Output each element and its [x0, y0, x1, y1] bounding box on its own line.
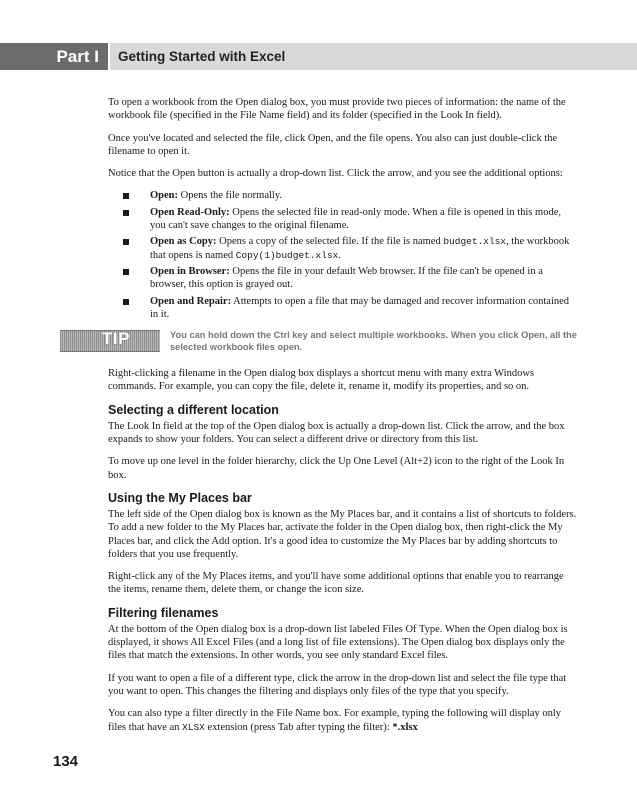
- option-description: Opens the selected file in read-only mode. When a file is opened in this mode, you can't save changes to the original filename.: [150, 206, 561, 232]
- paragraph-text: extension (press Tab after typing the filter):: [204, 721, 393, 733]
- option-term: Open as Copy:: [150, 236, 217, 248]
- filter-example: *.xlsx: [392, 721, 418, 733]
- bullet-icon: [123, 299, 129, 305]
- option-term: Open in Browser:: [150, 265, 230, 277]
- option-term: Open:: [150, 190, 179, 202]
- chapter-title-bar: [110, 43, 637, 70]
- bullet-icon: [123, 269, 129, 275]
- bullet-icon: [123, 193, 129, 199]
- section-heading: Selecting a different location: [108, 402, 279, 417]
- paragraph: Notice that the Open button is actually a drop-down list. Click the arrow, and you see the additional options:: [108, 168, 563, 180]
- option-description: Opens the file in your default Web browser. If the file can't be opened in a browser, this option is grayed out.: [150, 265, 543, 291]
- list-item: [150, 235, 578, 262]
- option-term: Open Read-Only:: [150, 206, 230, 218]
- part-label: Part I: [56, 47, 99, 66]
- option-description: Attempts to open a file that may be damaged and recover information contained in it.: [150, 295, 570, 320]
- option-description: , the workbook that opens is named: [150, 236, 570, 261]
- code-filename: Copy(1)budget.xlsx: [235, 249, 339, 261]
- paragraph: Right-click any of the My Places items, and you'll have some additional options that enable you to rearrange the items, rename them, delete them, or change the icon size.: [108, 571, 564, 596]
- tip-text: You can hold down the Ctrl key and select multiple workbooks. When you click Open, all the selected workbook files open.: [170, 330, 577, 353]
- option-description: .: [338, 249, 341, 261]
- list-item: [150, 295, 578, 322]
- page-body: [102, 96, 578, 743]
- paragraph: At the bottom of the Open dialog box is a drop-down list labeled Files Of Type. When the Open dialog box is displayed, it shows All Excel Files (and a long list of file extensions). The Open dialog box displays only the files that match the extensions. In other words, you see only standard Excel files.: [108, 623, 568, 662]
- section-heading: Using the My Places bar: [108, 490, 252, 505]
- paragraph: If you want to open a file of a different type, click the arrow in the drop-down list and select the file type that you want to open. This changes the filtering and displays only files of the type that you specify.: [108, 672, 567, 697]
- paragraph-text: You can also type a filter directly in the File Name box. For example, typing the following will display only files that have an: [108, 708, 561, 733]
- list-item: [150, 189, 578, 202]
- part-label-box: [0, 43, 108, 70]
- paragraph: [108, 707, 578, 734]
- running-header: [0, 43, 637, 70]
- paragraph: The Look In field at the top of the Open dialog box is actually a drop-down list. Click the arrow, and the box expands to show your folders. You can select a different drive or directory from this list.: [108, 420, 565, 446]
- list-item: [150, 265, 578, 292]
- option-term: Open and Repair:: [150, 295, 232, 307]
- paragraph: To open a workbook from the Open dialog box, you must provide two pieces of information: the name of the workbook file (specified in the File Name field) and its folder (specified in the Look In field).: [108, 97, 566, 122]
- bullet-icon: [123, 210, 129, 216]
- open-options-list: [108, 189, 578, 321]
- paragraph: Once you've located and selected the file, click Open, and the file opens. You also can just double-click the filename to open it.: [108, 132, 558, 157]
- paragraph: To move up one level in the folder hierarchy, click the Up One Level (Alt+2) icon to the right of the Look In box.: [108, 456, 565, 481]
- code-extension: XLSX: [182, 721, 205, 733]
- code-filename: budget.xlsx: [443, 236, 507, 248]
- section-heading: Filtering filenames: [108, 605, 219, 620]
- option-description: Opens the file normally.: [178, 190, 283, 202]
- paragraph: Right-clicking a filename in the Open dialog box displays a shortcut menu with many extra Windows commands. For example, you can copy the file, delete it, rename it, modify its properties, and so on.: [108, 368, 535, 393]
- paragraph: The left side of the Open dialog box is known as the My Places bar, and it contains a list of shortcuts to folders. To add a new folder to the My Places bar, activate the folder in the Open dialog box, then right-click the My Places bar, and click the Add option. It's a good idea to customize the My Places bar by adding shortcuts to folders that you use frequently.: [108, 508, 577, 560]
- page-number: 134: [53, 753, 79, 770]
- option-description: Opens a copy of the selected file. If the file is named: [216, 236, 444, 248]
- tip-label: TIP: [102, 329, 130, 349]
- chapter-title: Getting Started with Excel: [118, 49, 286, 64]
- list-item: [150, 206, 578, 233]
- bullet-icon: [123, 239, 129, 245]
- tip-callout: [102, 329, 578, 359]
